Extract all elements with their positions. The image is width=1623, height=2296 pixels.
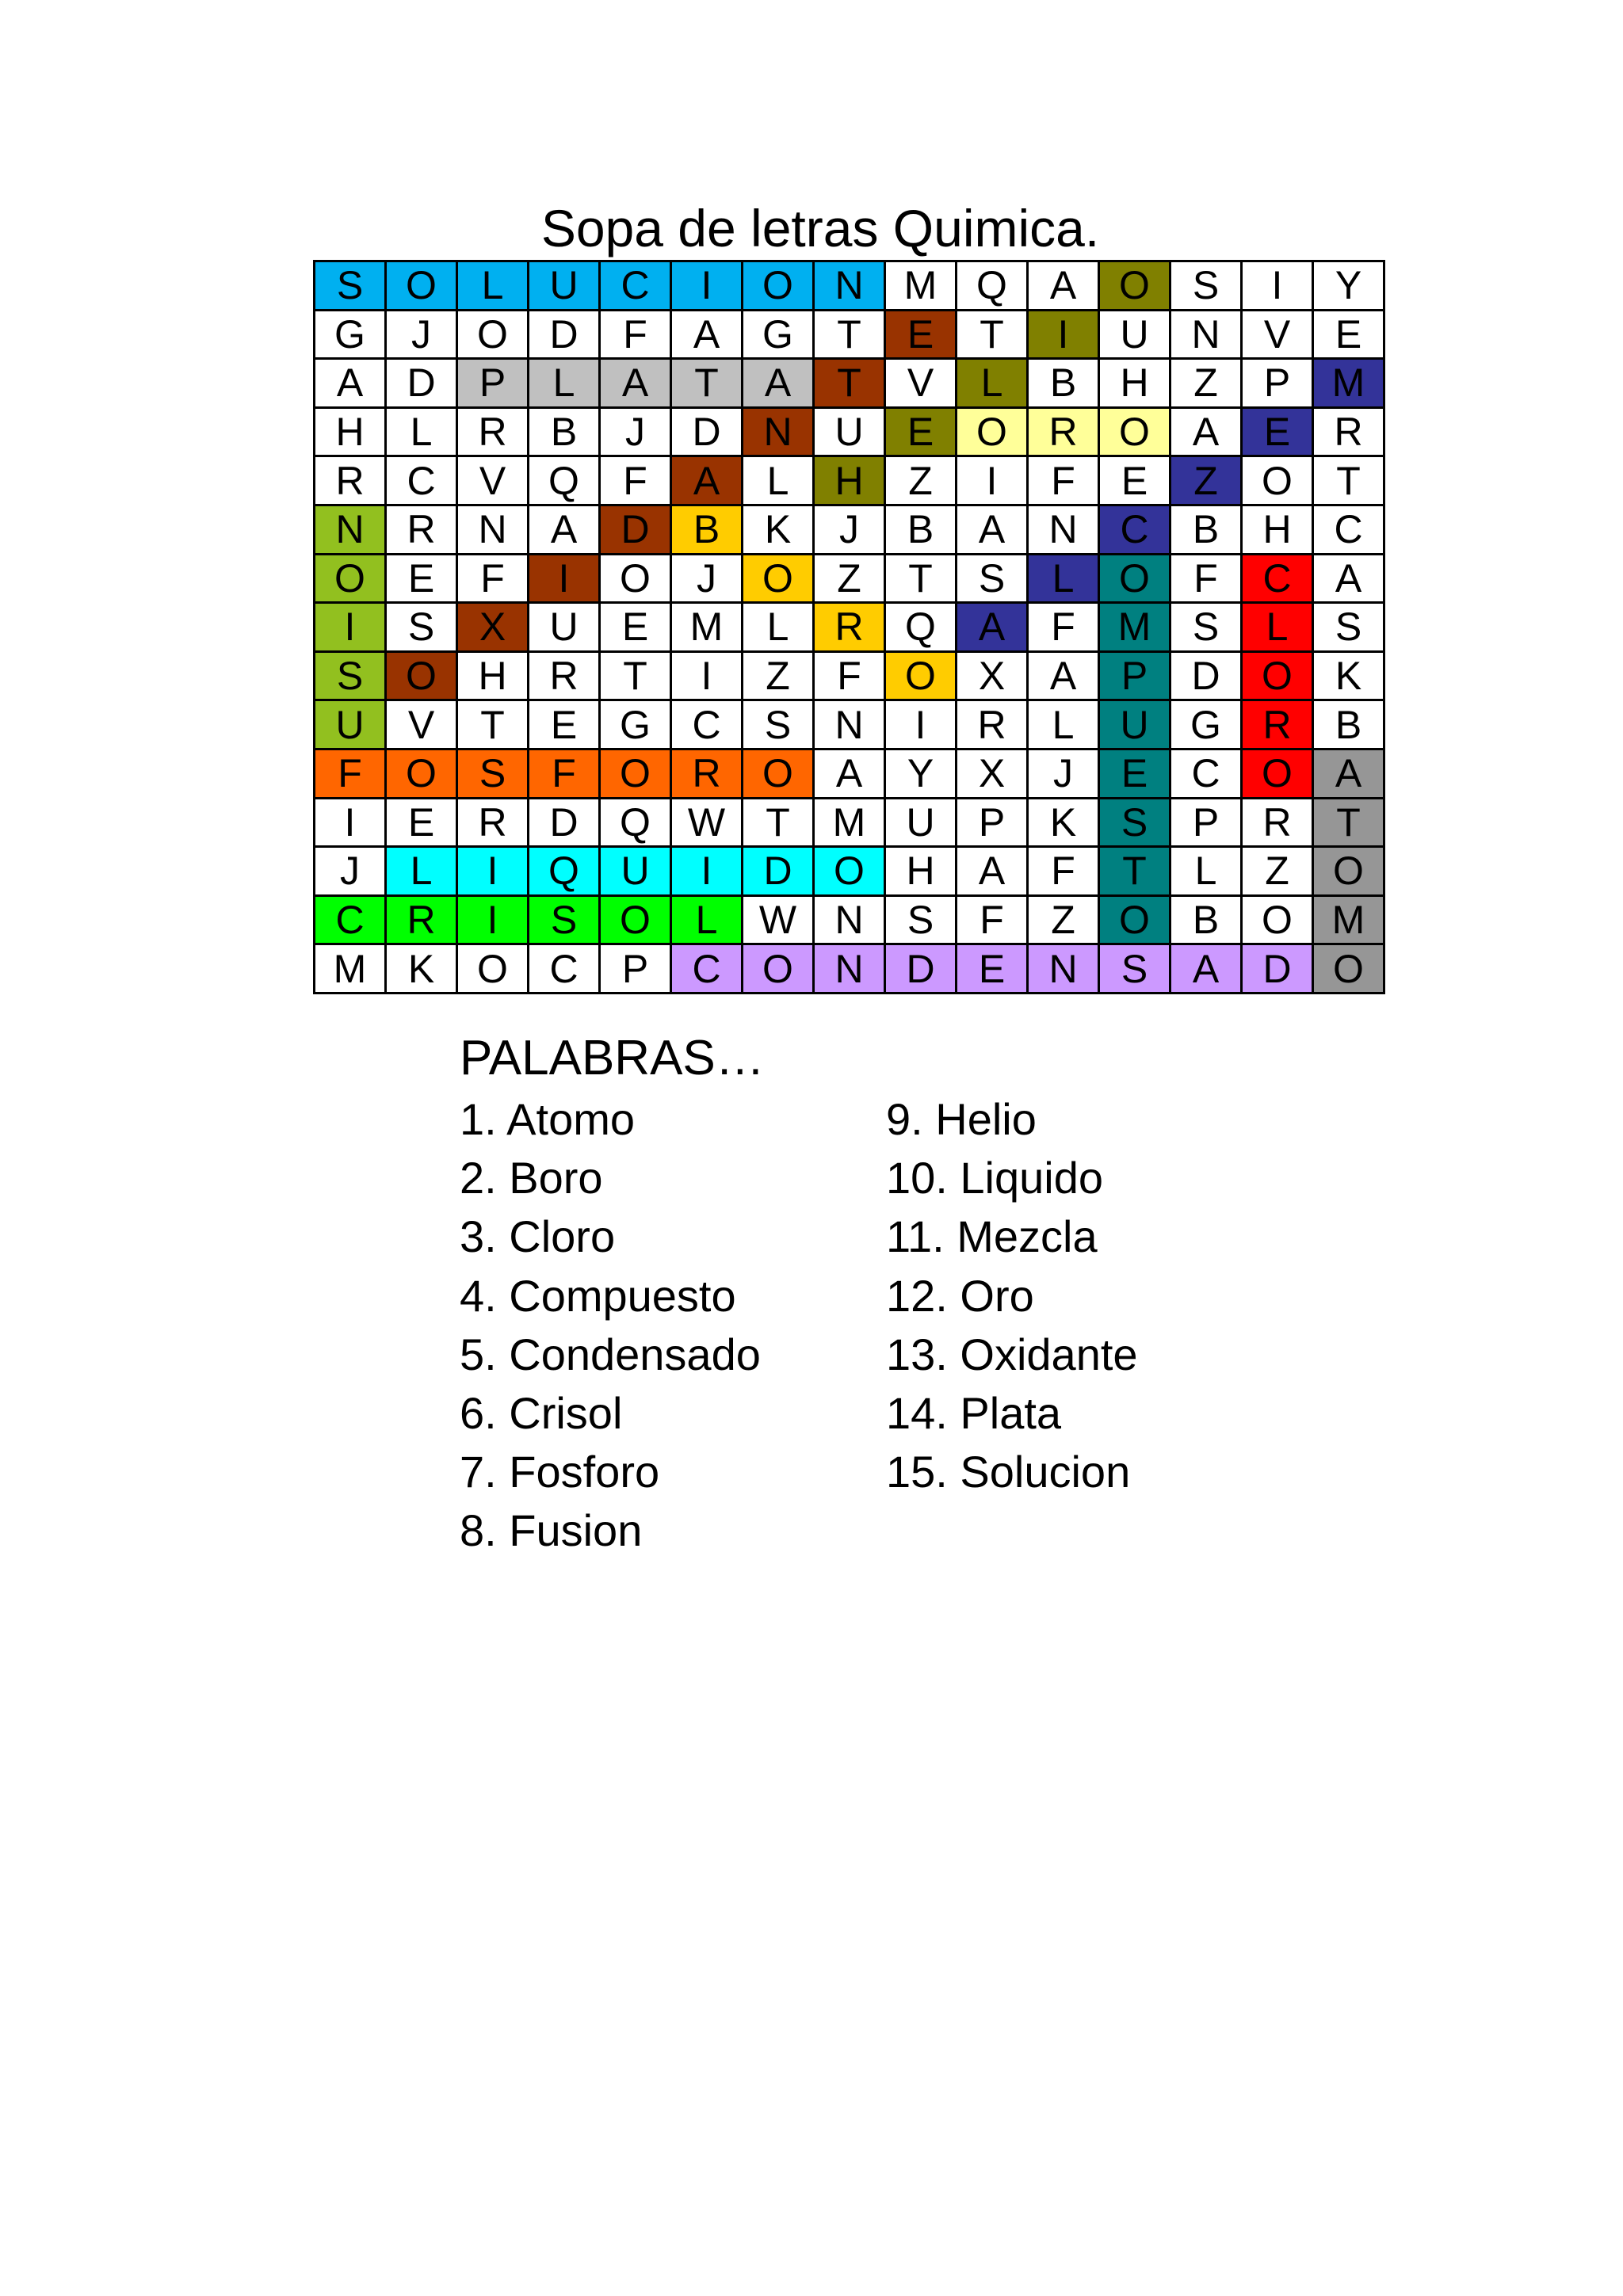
- grid-cell: S: [458, 750, 529, 799]
- grid-cell: L: [458, 262, 529, 311]
- grid-cell: Z: [743, 653, 815, 702]
- grid-cell: K: [743, 506, 815, 555]
- grid-cell: I: [1243, 262, 1314, 311]
- grid-cell: I: [672, 848, 743, 897]
- grid-cell: O: [458, 945, 529, 994]
- grid-cell: R: [957, 701, 1029, 750]
- grid-cell: F: [1171, 555, 1243, 605]
- grid-cell: T: [743, 799, 815, 849]
- grid-cell: C: [672, 945, 743, 994]
- grid-cell: V: [886, 360, 957, 409]
- grid-cell: R: [387, 506, 458, 555]
- grid-cell: U: [886, 799, 957, 849]
- grid-cell: M: [815, 799, 886, 849]
- grid-cell: M: [886, 262, 957, 311]
- grid-cell: A: [815, 750, 886, 799]
- grid-cell: U: [815, 409, 886, 458]
- grid-cell: A: [957, 604, 1029, 653]
- grid-cell: O: [1243, 457, 1314, 506]
- grid-cell: F: [1029, 604, 1100, 653]
- grid-cell: N: [1171, 311, 1243, 360]
- grid-cell: N: [743, 409, 815, 458]
- word-list-title: PALABRAS…: [460, 1031, 765, 1085]
- grid-cell: B: [886, 506, 957, 555]
- grid-cell: B: [529, 409, 601, 458]
- grid-cell: O: [601, 897, 672, 946]
- grid-cell: D: [672, 409, 743, 458]
- word-list-item: 5. Condensado: [460, 1329, 761, 1379]
- grid-cell: B: [1314, 701, 1385, 750]
- grid-cell: G: [1171, 701, 1243, 750]
- grid-cell: C: [601, 262, 672, 311]
- grid-cell: R: [458, 799, 529, 849]
- grid-cell: I: [458, 848, 529, 897]
- grid-cell: S: [1171, 262, 1243, 311]
- grid-cell: P: [1100, 653, 1171, 702]
- grid-cell: D: [387, 360, 458, 409]
- grid-cell: E: [387, 799, 458, 849]
- grid-cell: L: [1029, 555, 1100, 605]
- grid-cell: C: [529, 945, 601, 994]
- grid-cell: Q: [957, 262, 1029, 311]
- grid-cell: A: [1029, 653, 1100, 702]
- grid-cell: A: [1171, 945, 1243, 994]
- grid-cell: S: [529, 897, 601, 946]
- grid-cell: T: [1100, 848, 1171, 897]
- grid-cell: L: [672, 897, 743, 946]
- grid-cell: Y: [886, 750, 957, 799]
- grid-cell: O: [601, 555, 672, 605]
- grid-cell: E: [1100, 750, 1171, 799]
- grid-cell: Z: [1171, 457, 1243, 506]
- grid-cell: V: [1243, 311, 1314, 360]
- grid-cell: E: [529, 701, 601, 750]
- grid-cell: G: [601, 701, 672, 750]
- grid-cell: E: [1243, 409, 1314, 458]
- word-search-grid: [313, 260, 1385, 994]
- word-list-item: 1. Atomo: [460, 1094, 636, 1144]
- grid-cell: O: [387, 653, 458, 702]
- grid-cell: F: [1029, 457, 1100, 506]
- grid-cell: T: [957, 311, 1029, 360]
- grid-cell: T: [1314, 457, 1385, 506]
- grid-cell: H: [458, 653, 529, 702]
- grid-cell: O: [743, 555, 815, 605]
- grid-cell: Q: [886, 604, 957, 653]
- grid-cell: R: [815, 604, 886, 653]
- grid-cell: K: [1029, 799, 1100, 849]
- grid-cell: S: [315, 262, 387, 311]
- grid-cell: L: [529, 360, 601, 409]
- grid-cell: P: [957, 799, 1029, 849]
- word-list-item: 10. Liquido: [886, 1153, 1104, 1203]
- grid-cell: F: [957, 897, 1029, 946]
- grid-cell: D: [886, 945, 957, 994]
- grid-cell: I: [315, 799, 387, 849]
- grid-cell: B: [1171, 506, 1243, 555]
- grid-cell: H: [1100, 360, 1171, 409]
- word-list-right: [886, 1090, 1138, 1501]
- word-list-item: 15. Solucion: [886, 1447, 1131, 1497]
- grid-cell: R: [387, 897, 458, 946]
- grid-cell: E: [387, 555, 458, 605]
- word-list-item: 9. Helio: [886, 1094, 1037, 1144]
- grid-cell: F: [315, 750, 387, 799]
- grid-cell: I: [672, 262, 743, 311]
- grid-cell: M: [1100, 604, 1171, 653]
- grid-cell: M: [1314, 897, 1385, 946]
- grid-cell: U: [1100, 701, 1171, 750]
- grid-cell: A: [1314, 750, 1385, 799]
- grid-cell: V: [387, 701, 458, 750]
- grid-cell: D: [601, 506, 672, 555]
- word-list-item: 11. Mezcla: [886, 1211, 1098, 1262]
- grid-cell: S: [1171, 604, 1243, 653]
- grid-cell: K: [387, 945, 458, 994]
- grid-cell: D: [1243, 945, 1314, 994]
- grid-cell: R: [672, 750, 743, 799]
- grid-cell: A: [315, 360, 387, 409]
- grid-cell: X: [458, 604, 529, 653]
- grid-cell: U: [529, 604, 601, 653]
- grid-cell: E: [1100, 457, 1171, 506]
- grid-cell: A: [743, 360, 815, 409]
- grid-cell: A: [1314, 555, 1385, 605]
- grid-cell: N: [815, 262, 886, 311]
- grid-cell: G: [315, 311, 387, 360]
- grid-cell: O: [315, 555, 387, 605]
- grid-cell: O: [387, 262, 458, 311]
- grid-cell: H: [815, 457, 886, 506]
- grid-cell: I: [957, 457, 1029, 506]
- grid-cell: R: [1243, 701, 1314, 750]
- grid-cell: P: [1171, 799, 1243, 849]
- grid-cell: H: [315, 409, 387, 458]
- word-list-item: 3. Cloro: [460, 1211, 616, 1262]
- grid-cell: S: [886, 897, 957, 946]
- grid-cell: Z: [1243, 848, 1314, 897]
- grid-cell: Z: [1171, 360, 1243, 409]
- grid-cell: E: [601, 604, 672, 653]
- grid-cell: N: [1029, 945, 1100, 994]
- grid-cell: D: [1171, 653, 1243, 702]
- grid-cell: Y: [1314, 262, 1385, 311]
- grid-cell: O: [1100, 897, 1171, 946]
- grid-cell: F: [601, 311, 672, 360]
- grid-cell: C: [387, 457, 458, 506]
- grid-cell: F: [601, 457, 672, 506]
- grid-cell: I: [458, 897, 529, 946]
- grid-cell: O: [886, 653, 957, 702]
- grid-cell: L: [743, 457, 815, 506]
- grid-cell: X: [957, 750, 1029, 799]
- grid-cell: B: [1029, 360, 1100, 409]
- grid-cell: R: [529, 653, 601, 702]
- word-list-item: 2. Boro: [460, 1153, 603, 1203]
- word-list-item: 7. Fosforo: [460, 1447, 660, 1497]
- grid-cell: E: [1314, 311, 1385, 360]
- grid-cell: A: [1171, 409, 1243, 458]
- grid-cell: A: [529, 506, 601, 555]
- grid-cell: S: [315, 653, 387, 702]
- grid-cell: O: [1100, 555, 1171, 605]
- grid-cell: C: [1171, 750, 1243, 799]
- grid-cell: X: [957, 653, 1029, 702]
- grid-cell: C: [1314, 506, 1385, 555]
- grid-cell: T: [886, 555, 957, 605]
- grid-cell: J: [1029, 750, 1100, 799]
- grid-cell: I: [886, 701, 957, 750]
- grid-cell: O: [1243, 653, 1314, 702]
- grid-cell: D: [529, 311, 601, 360]
- grid-cell: O: [1243, 897, 1314, 946]
- grid-cell: S: [1314, 604, 1385, 653]
- grid-cell: N: [815, 945, 886, 994]
- grid-cell: C: [1100, 506, 1171, 555]
- grid-cell: U: [529, 262, 601, 311]
- grid-cell: O: [1100, 409, 1171, 458]
- grid-cell: L: [1171, 848, 1243, 897]
- word-list-left: [460, 1090, 761, 1561]
- grid-cell: N: [315, 506, 387, 555]
- grid-cell: P: [1243, 360, 1314, 409]
- grid-cell: C: [1243, 555, 1314, 605]
- grid-cell: T: [458, 701, 529, 750]
- grid-cell: D: [529, 799, 601, 849]
- grid-cell: L: [1243, 604, 1314, 653]
- grid-cell: T: [815, 360, 886, 409]
- grid-cell: R: [315, 457, 387, 506]
- grid-cell: N: [815, 897, 886, 946]
- grid-cell: O: [387, 750, 458, 799]
- grid-cell: L: [743, 604, 815, 653]
- grid-cell: N: [815, 701, 886, 750]
- word-list-item: 14. Plata: [886, 1387, 1062, 1438]
- grid-cell: E: [886, 409, 957, 458]
- grid-cell: J: [815, 506, 886, 555]
- grid-cell: Z: [886, 457, 957, 506]
- grid-cell: B: [1171, 897, 1243, 946]
- grid-cell: F: [529, 750, 601, 799]
- grid-cell: O: [601, 750, 672, 799]
- grid-cell: J: [601, 409, 672, 458]
- grid-cell: C: [672, 701, 743, 750]
- grid-cell: G: [743, 311, 815, 360]
- grid-cell: J: [315, 848, 387, 897]
- grid-cell: M: [1314, 360, 1385, 409]
- grid-cell: M: [672, 604, 743, 653]
- grid-cell: I: [529, 555, 601, 605]
- grid-cell: N: [1029, 506, 1100, 555]
- grid-cell: S: [1100, 945, 1171, 994]
- grid-cell: M: [315, 945, 387, 994]
- grid-cell: U: [601, 848, 672, 897]
- grid-cell: D: [743, 848, 815, 897]
- grid-cell: P: [601, 945, 672, 994]
- grid-cell: W: [672, 799, 743, 849]
- grid-cell: S: [1100, 799, 1171, 849]
- grid-cell: R: [458, 409, 529, 458]
- grid-cell: R: [1029, 409, 1100, 458]
- grid-cell: S: [743, 701, 815, 750]
- grid-cell: O: [957, 409, 1029, 458]
- grid-cell: L: [387, 848, 458, 897]
- grid-cell: I: [672, 653, 743, 702]
- grid-cell: W: [743, 897, 815, 946]
- grid-cell: O: [743, 945, 815, 994]
- grid-cell: R: [1243, 799, 1314, 849]
- grid-cell: L: [387, 409, 458, 458]
- grid-cell: R: [1314, 409, 1385, 458]
- grid-cell: L: [1029, 701, 1100, 750]
- grid-cell: P: [458, 360, 529, 409]
- grid-cell: T: [1314, 799, 1385, 849]
- grid-cell: O: [743, 750, 815, 799]
- grid-cell: Q: [601, 799, 672, 849]
- word-list-item: 6. Crisol: [460, 1387, 623, 1438]
- page-title: Sopa de letras Quimica.: [540, 199, 1100, 257]
- grid-cell: J: [672, 555, 743, 605]
- grid-cell: U: [315, 701, 387, 750]
- grid-cell: K: [1314, 653, 1385, 702]
- grid-cell: H: [886, 848, 957, 897]
- grid-cell: V: [458, 457, 529, 506]
- grid-cell: I: [1029, 311, 1100, 360]
- grid-cell: F: [1029, 848, 1100, 897]
- grid-cell: F: [815, 653, 886, 702]
- grid-cell: S: [957, 555, 1029, 605]
- grid-cell: E: [957, 945, 1029, 994]
- grid-cell: L: [957, 360, 1029, 409]
- word-list-item: 13. Oxidante: [886, 1329, 1138, 1379]
- grid-cell: Q: [529, 457, 601, 506]
- grid-cell: U: [1100, 311, 1171, 360]
- grid-cell: N: [458, 506, 529, 555]
- grid-cell: O: [458, 311, 529, 360]
- grid-cell: J: [387, 311, 458, 360]
- grid-cell: T: [815, 311, 886, 360]
- grid-cell: A: [601, 360, 672, 409]
- grid-cell: A: [957, 848, 1029, 897]
- grid-cell: E: [886, 311, 957, 360]
- grid-cell: I: [315, 604, 387, 653]
- grid-cell: A: [1029, 262, 1100, 311]
- grid-cell: C: [315, 897, 387, 946]
- grid-cell: Z: [1029, 897, 1100, 946]
- grid-cell: T: [601, 653, 672, 702]
- grid-cell: O: [815, 848, 886, 897]
- grid-cell: A: [672, 311, 743, 360]
- grid-cell: A: [672, 457, 743, 506]
- grid-cell: T: [672, 360, 743, 409]
- grid-cell: O: [1243, 750, 1314, 799]
- grid-cell: Q: [529, 848, 601, 897]
- word-list-item: 8. Fusion: [460, 1505, 643, 1556]
- word-list-item: 4. Compuesto: [460, 1270, 736, 1321]
- grid-cell: Z: [815, 555, 886, 605]
- grid-cell: H: [1243, 506, 1314, 555]
- grid-cell: O: [1314, 945, 1385, 994]
- grid-cell: B: [672, 506, 743, 555]
- grid-cell: S: [387, 604, 458, 653]
- grid-cell: O: [1100, 262, 1171, 311]
- grid-cell: A: [957, 506, 1029, 555]
- word-list-item: 12. Oro: [886, 1270, 1034, 1321]
- grid-cell: O: [1314, 848, 1385, 897]
- grid-cell: F: [458, 555, 529, 605]
- grid-cell: O: [743, 262, 815, 311]
